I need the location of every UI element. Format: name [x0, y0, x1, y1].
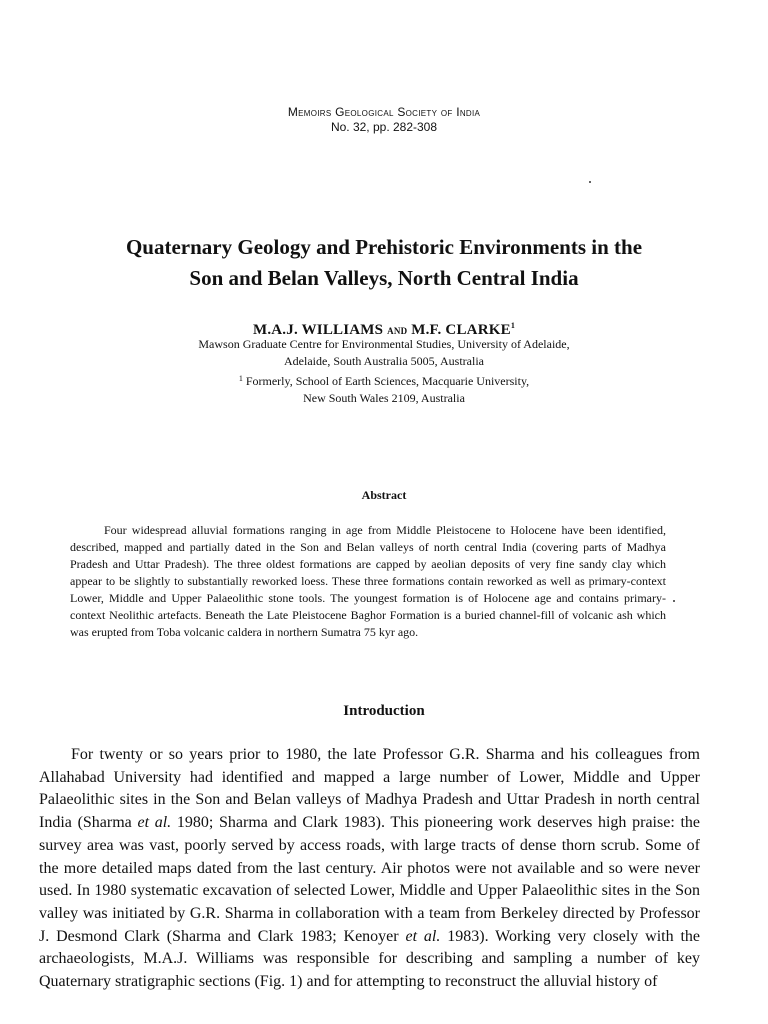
abstract-heading: Abstract: [361, 488, 407, 502]
journal-header: [0, 105, 768, 135]
title-line-1: Quaternary Geology and Prehistoric Environments in the: [125, 235, 643, 259]
journal-volume-pages: No. 32, pp. 282-308: [330, 120, 438, 134]
author-conjunction: and: [387, 322, 408, 337]
affiliation-line-4: New South Wales 2109, Australia: [303, 391, 465, 405]
journal-name: Memoirs Geological Society of India: [287, 105, 481, 119]
scan-speck: [673, 600, 675, 602]
affiliation-line-1: Mawson Graduate Centre for Environmental Studies, University of Adelaide,: [198, 337, 570, 351]
affiliations: [0, 336, 768, 407]
introduction-heading: Introduction: [343, 703, 425, 719]
affiliation-footnote-mark: 1: [238, 374, 243, 383]
paper-title: [30, 232, 738, 294]
author-footnote-mark: 1: [510, 321, 516, 330]
affiliation-line-3: $^1$ Formerly, School of Earth Sciences, Macquarie University,: [238, 374, 530, 388]
author-williams: M.A.J. WILLIAMS: [252, 322, 384, 338]
introduction-paragraph: For twenty or so years prior to 1980, the late Professor G.R. Sharma and his colleagues from Allahabad University had identified and mapped a large number of Lower, Middle and Upper Palaeolithic sites in the Son and Belan valleys of Madhya Pradesh and Uttar Pradesh in north central India (Sharma et al. 1980; Sharma and Clark 1983). This pioneering work deserves high praise: the survey area was vast, poorly served by access roads, with large tracts of dense thorn scrub. Some of the more detailed maps dated from the last century. Air photos were not available and so were never used. In 1980 systematic excavation of selected Lower, Middle and Upper Palaeolithic sites in the Son valley was initiated by G.R. Sharma in collaboration with a team from Berkeley directed by Professor J. Desmond Clark (Sharma and Clark 1983; Kenoyer et al. 1983). Working very closely with the archaeologists, M.A.J. Williams was responsible for describing and sampling a number of key Quaternary stratigraphic sections (Fig. 1) and for attempting to reconstruct the alluvial history of: [39, 746, 701, 991]
abstract-text: Four widespread alluvial formations ranging in age from Middle Pleistocene to Holocene have been identified, described, mapped and partially dated in the Son and Belan valleys of north central India (covering parts of Madhya Pradesh and Uttar Pradesh). The three oldest formations are capped by aeolian deposits of very fine sandy clay which appear to be slightly to substantially reworked loess. These three formations contain reworked as well as primary-context Lower, Middle and Upper Palaeolithic stone tools. The youngest formation is of Holocene age and contains primary-context Neolithic artefacts. Beneath the Late Pleistocene Baghor Formation is a buried channel-fill of volcanic ash which was erupted from Toba volcanic caldera in northern Sumatra 75 kyr ago.: [70, 523, 666, 639]
affiliation-line-2: Adelaide, South Australia 5005, Australia: [284, 354, 484, 368]
scan-speck: [589, 181, 591, 183]
title-line-2: Son and Belan Valleys, North Central India: [189, 266, 579, 290]
author-clarke: M.F. CLARKE: [411, 322, 511, 338]
